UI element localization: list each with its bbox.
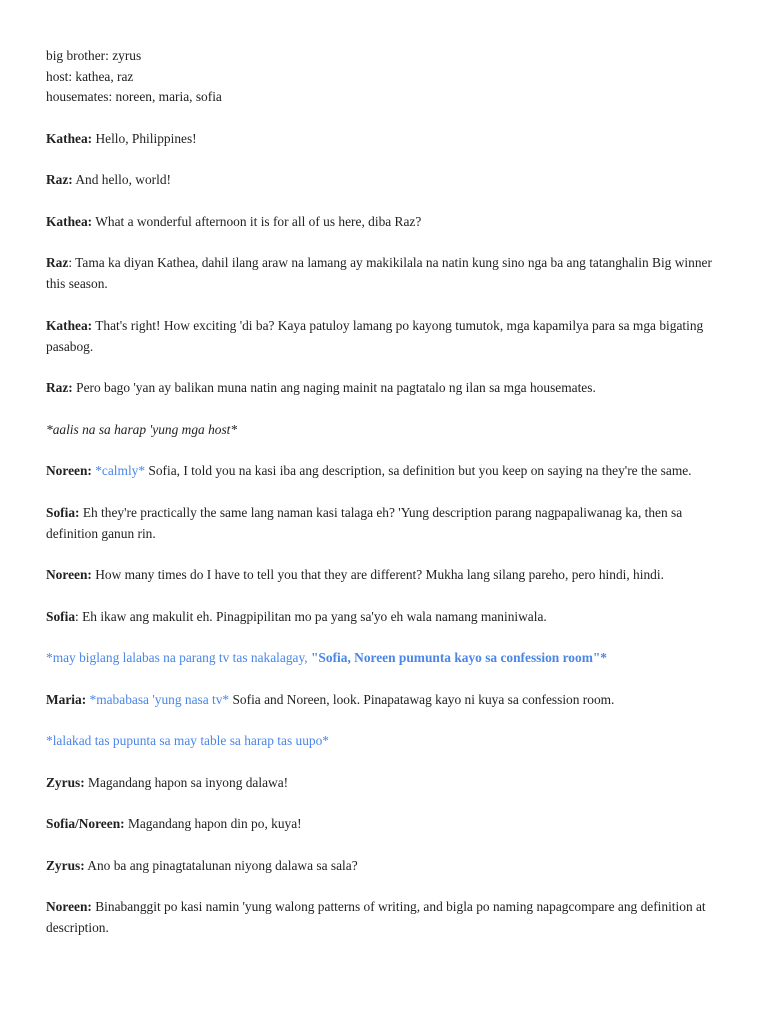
speaker-name: Kathea:: [46, 317, 93, 333]
script-line: [46, 460, 730, 481]
cast-list: [46, 46, 728, 108]
speaker-name: Zyrus:: [46, 774, 85, 790]
script-line: [46, 169, 730, 190]
stage-text: *may biglang lalabas na parang tv tas nakalagay,: [46, 650, 311, 665]
script-line: [46, 813, 730, 834]
script-line: [46, 606, 730, 627]
script-line: [46, 128, 730, 149]
speaker-name: Zyrus:: [46, 857, 85, 873]
dialogue-text: Sofia, I told you na kasi iba ang description, sa definition but you keep on saying na they're the same.: [145, 463, 692, 478]
script-line: [46, 315, 730, 357]
speaker-name: Kathea:: [46, 130, 93, 146]
speaker-name: Sofia: [46, 608, 76, 624]
script-line: [46, 211, 730, 232]
dialogue-text: : Tama ka diyan Kathea, dahil ilang araw na lamang ay makikilala na natin kung sino nga ba ang tatanghalin Big winner this season.: [46, 255, 712, 291]
script-line: [46, 377, 730, 398]
speaker-name: Raz: [46, 255, 69, 270]
speaker-name: Noreen:: [46, 899, 92, 914]
dialogue-text: Binabanggit po kasi namin 'yung walong patterns of writing, and bigla po naming napagcompare ang definition at description.: [46, 899, 706, 935]
script-line: [46, 689, 730, 710]
action-text: *mababasa 'yung nasa tv*: [86, 691, 230, 707]
dialogue-text: What a wonderful afternoon it is for all of us here, diba Raz?: [92, 213, 422, 229]
script-line: [46, 564, 730, 585]
dialogue-text: Magandang hapon sa inyong dalawa!: [84, 774, 289, 790]
script-line: [46, 252, 730, 294]
dialogue-text: That's right! How exciting 'di ba? Kaya patuloy lamang po kayong tumutok, mga kapamilya para sa mga bigating pasabog.: [46, 317, 704, 354]
cast-big-brother: big brother: zyrus: [46, 48, 142, 63]
dialogue-text: Magandang hapon din po, kuya!: [124, 816, 302, 831]
script-line: [46, 896, 730, 938]
dialogue-text: Eh they're practically the same lang naman kasi talaga eh? 'Yung description parang nagpapaliwanag ka, then sa definition ganun rin.: [46, 504, 683, 541]
stage-direction-blue: [46, 647, 730, 668]
dialogue-text: Hello, Philippines!: [92, 130, 197, 146]
speaker-name: Noreen:: [46, 463, 92, 478]
stage-direction: *aalis na sa harap 'yung mga host*: [46, 421, 238, 437]
stage-direction-blue: *lalakad tas pupunta sa may table sa harap tas uupo*: [46, 733, 329, 748]
dialogue-text: : Eh ikaw ang makulit eh. Pinagpipilitan mo pa yang sa'yo eh wala namang maniniwala.: [75, 608, 547, 624]
cast-host: host: kathea, raz: [46, 68, 134, 84]
action-text: *calmly*: [91, 463, 146, 478]
dialogue-text: Pero bago 'yan ay balikan muna natin ang naging mainit na pagtatalo ng ilan sa mga housemates.: [72, 380, 596, 395]
cast-housemates: housemates: noreen, maria, sofia: [46, 89, 222, 104]
script-line: [46, 502, 730, 544]
speaker-name: Maria:: [46, 691, 87, 707]
script-line: [46, 855, 730, 876]
speaker-name: Raz:: [46, 380, 73, 395]
dialogue-text: And hello, world!: [72, 172, 171, 187]
dialogue-text: Sofia and Noreen, look. Pinapatawag kayo ni kuya sa confession room.: [229, 691, 615, 707]
speaker-name: Kathea:: [46, 213, 93, 229]
dialogue-text: Ano ba ang pinagtatalunan niyong dalawa sa sala?: [84, 857, 358, 873]
dialogue-text: How many times do I have to tell you that they are different? Mukha lang silang pareho, pero hindi, hindi.: [91, 567, 664, 582]
script-line: [46, 772, 730, 793]
tv-message: "Sofia, Noreen pumunta kayo sa confession room"*: [311, 650, 607, 665]
speaker-name: Noreen:: [46, 567, 92, 582]
speaker-name: Sofia/Noreen:: [46, 816, 125, 831]
speaker-name: Raz:: [46, 172, 73, 187]
speaker-name: Sofia:: [46, 504, 80, 520]
